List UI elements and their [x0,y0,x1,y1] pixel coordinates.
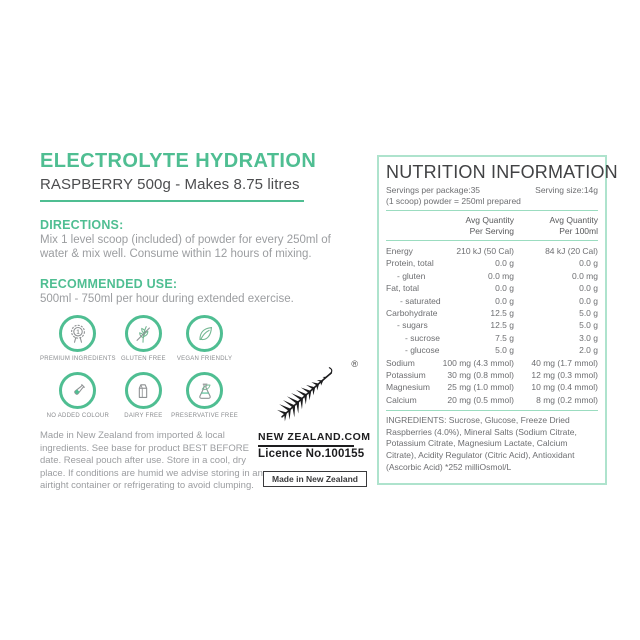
column-headers [386,215,598,236]
table-row: - sugars 12.5 g 5.0 g [397,320,598,331]
serving-info-row [386,185,598,195]
serving-size: Serving size:14g [535,185,598,195]
product-title: ELECTROLYTE HYDRATION [40,150,317,172]
badge-preservative-free [171,372,238,419]
dropper-icon [59,372,96,409]
badge-label: DAIRY FREE [124,413,163,419]
table-row: Potassium 30 mg (0.8 mmol) 12 mg (0.3 mmol) [386,370,598,381]
table-row: Fat, total 0.0 g 0.0 g [386,283,598,294]
product-subtitle: RASPBERRY 500g - Makes 8.75 litres [40,176,300,193]
leaf-icon [186,315,223,352]
made-in-new-zealand-badge: Made in New Zealand [263,471,367,487]
table-row: - gluten 0.0 mg 0.0 mg [397,270,598,281]
badge-no-added-colour [40,372,116,419]
recommended-use-body: 500ml - 750ml per hour during extended exercise. [40,293,294,305]
directions-body: Mix 1 level scoop (included) of powder for every 250ml of water & mix well. Consume within 12 hours of mixing. [40,234,331,260]
badge-label: NO ADDED COLOUR [46,413,110,419]
storage-note: Made in New Zealand from imported & local ingredients. See base for product BEST BEFORE date. Reseal pouch after use. Store in a cool, dry place. If conditions are humid we advise storing in an airtight container or refrigerating to avoid clumping. [40,430,263,492]
feature-badges [40,315,238,419]
scoop-note: (1 scoop) powder = 250ml prepared [386,196,521,206]
label-left-column [40,150,358,307]
table-row: Calcium 20 mg (0.5 mmol) 8 mg (0.2 mmol) [386,394,598,405]
svg-text:1: 1 [76,329,80,336]
nutrition-divider [386,240,598,241]
milk-carton-icon [125,372,162,409]
servings-per-package: Servings per package:35 [386,185,481,195]
badge-dairy-free [116,372,171,419]
flask-icon [186,372,223,409]
table-row: Sodium 100 mg (4.3 mmol) 40 mg (1.7 mmol) [386,357,598,368]
registered-trademark-symbol: ® [351,359,358,369]
silver-fern-icon [260,357,354,429]
badge-label: GLUTEN FREE [121,356,166,362]
nutrition-panel [377,155,618,485]
ingredients-text: INGREDIENTS: Sucrose, Glucose, Freeze Dried Raspberries (4.0%), Mineral Salts (Sodium Citrate, Potassium Citrate, Magnesium Lactate, Calcium Citrate), Acidity Regulator (Citric Acid), Antioxidant (Ascorbic Acid) *252 milliOsmol/L [386,415,577,472]
nutrition-rows [386,245,598,406]
table-row: Carbohydrate 12.5 g 5.0 g [386,308,598,319]
nutrition-divider [386,210,598,211]
badge-premium-ingredients [40,315,116,362]
title-underline [40,200,304,202]
badge-label: PRESERVATIVE FREE [171,413,238,419]
badge-label: PREMIUM INGREDIENTS [40,356,116,362]
fernmark-licence: Licence No.100155 [258,448,365,460]
fernmark-block [258,357,371,487]
fernmark-brand-text: NEW ZEALAND.COM [258,431,371,443]
table-row: - glucose 5.0 g 2.0 g [405,345,598,356]
per-100ml-header: Avg Quantity Per 100ml [549,215,598,236]
fernmark-divider [258,445,354,447]
table-row: Magnesium 25 mg (1.0 mmol) 10 mg (0.4 mmol) [386,382,598,393]
table-row: Protein, total 0.0 g 0.0 g [386,258,598,269]
directions-heading: DIRECTIONS: [40,218,124,232]
award-rosette-icon [59,315,96,352]
recommended-use-heading: RECOMMENDED USE: [40,277,178,291]
nutrition-title: NUTRITION INFORMATION [386,162,618,182]
badge-vegan-friendly [171,315,238,362]
per-serving-header: Avg Quantity Per Serving [465,215,514,236]
table-row: Energy 210 kJ (50 Cal) 84 kJ (20 Cal) [386,246,598,256]
table-row: - saturated 0.0 g 0.0 g [400,295,598,306]
badge-gluten-free [116,315,171,362]
wheat-icon [125,315,162,352]
badge-label: VEGAN FRIENDLY [176,356,233,362]
table-row: - sucrose 7.5 g 3.0 g [405,332,598,343]
nutrition-divider [386,410,598,411]
